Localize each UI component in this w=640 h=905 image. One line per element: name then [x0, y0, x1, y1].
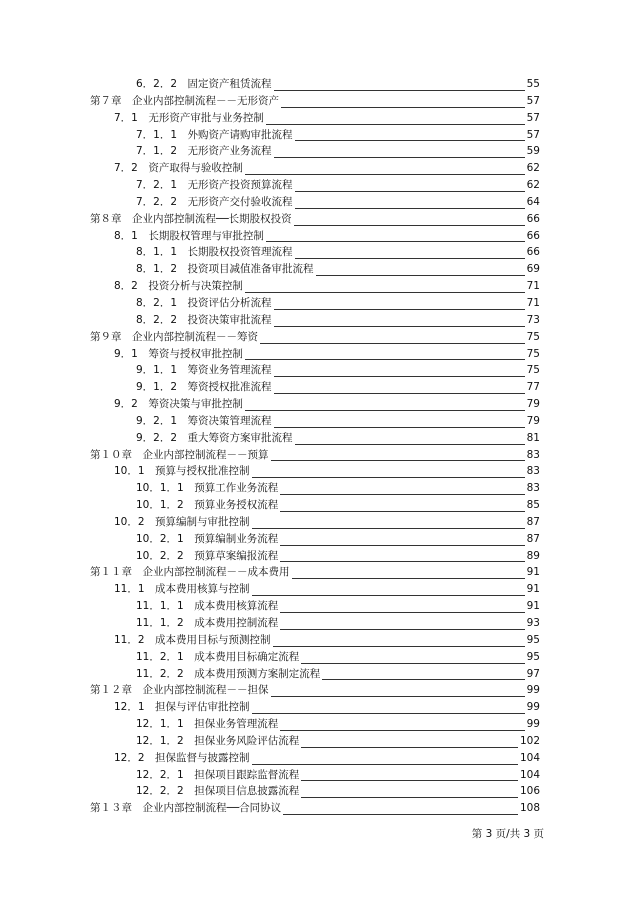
toc-entry-label: 10．2．2 预算草案编报流程 — [136, 548, 280, 565]
toc-entry-page: 91 — [525, 598, 540, 615]
toc-entry-page: 89 — [525, 548, 540, 565]
toc-entry[interactable] — [90, 615, 540, 632]
toc-entry-label: 第１２章 企业内部控制流程－－担保 — [90, 682, 271, 699]
toc-entry-label: 11．1 成本费用核算与控制 — [114, 581, 252, 598]
toc-entry-label: 9．2 筹资决策与审批控制 — [114, 396, 245, 413]
toc-entry-page: 104 — [518, 767, 540, 784]
toc-entry[interactable] — [90, 261, 540, 278]
toc-entry-label: 10．2 预算编制与审批控制 — [114, 514, 252, 531]
toc-entry-page: 73 — [525, 312, 540, 329]
toc-entry-label: 9．1．2 筹资授权批准流程 — [136, 379, 274, 396]
toc-entry[interactable] — [90, 127, 540, 144]
toc-entry-label: 7．2 资产取得与验收控制 — [114, 160, 245, 177]
toc-entry[interactable] — [90, 329, 540, 346]
toc-entry[interactable] — [90, 143, 540, 160]
toc-entry-page: 108 — [518, 800, 540, 817]
table-of-contents — [90, 76, 540, 817]
toc-entry[interactable] — [90, 548, 540, 565]
toc-entry-page: 57 — [525, 110, 540, 127]
toc-entry-label: 第７章 企业内部控制流程－－无形资产 — [90, 93, 281, 110]
toc-entry[interactable] — [90, 497, 540, 514]
toc-entry-page: 69 — [525, 261, 540, 278]
toc-entry-page: 62 — [525, 177, 540, 194]
toc-entry[interactable] — [90, 649, 540, 666]
toc-entry-page: 91 — [525, 581, 540, 598]
toc-entry-page: 66 — [525, 211, 540, 228]
toc-entry-page: 95 — [525, 632, 540, 649]
toc-entry-page: 57 — [525, 93, 540, 110]
toc-entry-label: 9．1 筹资与授权审批控制 — [114, 346, 245, 363]
toc-entry-page: 64 — [525, 194, 540, 211]
toc-entry-page: 75 — [525, 329, 540, 346]
toc-entry-label: 第１０章 企业内部控制流程－－预算 — [90, 447, 271, 464]
toc-entry-label: 7．1 无形资产审批与业务控制 — [114, 110, 266, 127]
page-footer: 第 3 页/共 3 页 — [471, 828, 544, 840]
toc-entry[interactable] — [90, 632, 540, 649]
toc-entry[interactable] — [90, 379, 540, 396]
toc-entry-label: 11．2．2 成本费用预测方案制定流程 — [136, 666, 322, 683]
toc-entry-label: 8．1．2 投资项目减值准备审批流程 — [136, 261, 316, 278]
toc-entry[interactable] — [90, 767, 540, 784]
toc-entry-label: 11．1．2 成本费用控制流程 — [136, 615, 280, 632]
toc-entry[interactable] — [90, 598, 540, 615]
toc-entry-page: 55 — [525, 76, 540, 93]
toc-entry-label: 11．2．1 成本费用目标确定流程 — [136, 649, 301, 666]
toc-entry-label: 7．1．1 外购资产请购审批流程 — [136, 127, 295, 144]
toc-entry-label: 8．1 长期股权管理与审批控制 — [114, 228, 266, 245]
toc-entry-label: 10．1．1 预算工作业务流程 — [136, 480, 280, 497]
toc-entry[interactable] — [90, 346, 540, 363]
toc-entry-page: 99 — [525, 699, 540, 716]
toc-entry-label: 7．2．1 无形资产投资预算流程 — [136, 177, 295, 194]
toc-entry[interactable] — [90, 93, 540, 110]
toc-entry-page: 87 — [525, 514, 540, 531]
toc-entry-label: 第９章 企业内部控制流程－－筹资 — [90, 329, 260, 346]
toc-entry-page: 71 — [525, 295, 540, 312]
toc-entry[interactable] — [90, 531, 540, 548]
toc-entry-label: 11．2 成本费用目标与预测控制 — [114, 632, 273, 649]
toc-entry-page: 75 — [525, 362, 540, 379]
toc-entry-page: 59 — [525, 143, 540, 160]
toc-entry-page: 66 — [525, 244, 540, 261]
toc-entry-page: 77 — [525, 379, 540, 396]
toc-entry-label: 第１１章 企业内部控制流程－－成本费用 — [90, 564, 292, 581]
toc-entry-page: 102 — [518, 733, 540, 750]
toc-entry-page: 106 — [518, 783, 540, 800]
toc-entry[interactable] — [90, 800, 540, 817]
toc-entry-label: 6．2．2 固定资产租赁流程 — [136, 76, 274, 93]
toc-entry-label: 11．1．1 成本费用核算流程 — [136, 598, 280, 615]
toc-entry-label: 9．1．1 筹资业务管理流程 — [136, 362, 274, 379]
toc-entry-label: 10．1．2 预算业务授权流程 — [136, 497, 280, 514]
toc-entry[interactable] — [90, 682, 540, 699]
toc-entry-page: 99 — [525, 716, 540, 733]
toc-entry[interactable] — [90, 177, 540, 194]
toc-entry[interactable] — [90, 194, 540, 211]
toc-entry-label: 10．1 预算与授权批准控制 — [114, 463, 252, 480]
toc-entry[interactable] — [90, 295, 540, 312]
toc-entry-label: 12．1．2 担保业务风险评估流程 — [136, 733, 301, 750]
toc-entry-label: 10．2．1 预算编制业务流程 — [136, 531, 280, 548]
toc-entry-label: 7．1．2 无形资产业务流程 — [136, 143, 274, 160]
toc-entry[interactable] — [90, 110, 540, 127]
toc-entry-page: 83 — [525, 447, 540, 464]
toc-entry-page: 81 — [525, 430, 540, 447]
toc-entry-label: 12．1．1 担保业务管理流程 — [136, 716, 280, 733]
toc-entry[interactable] — [90, 430, 540, 447]
toc-entry-label: 12．1 担保与评估审批控制 — [114, 699, 252, 716]
toc-entry-page: 62 — [525, 160, 540, 177]
toc-entry-page: 99 — [525, 682, 540, 699]
toc-entry[interactable] — [90, 733, 540, 750]
toc-entry-page: 66 — [525, 228, 540, 245]
toc-entry[interactable] — [90, 362, 540, 379]
toc-entry[interactable] — [90, 581, 540, 598]
toc-entry-label: 9．2．2 重大筹资方案审批流程 — [136, 430, 295, 447]
toc-entry[interactable] — [90, 396, 540, 413]
toc-entry[interactable] — [90, 228, 540, 245]
toc-entry[interactable] — [90, 160, 540, 177]
toc-entry-label: 9．2．1 筹资决策管理流程 — [136, 413, 274, 430]
toc-entry[interactable] — [90, 716, 540, 733]
toc-entry[interactable] — [90, 750, 540, 767]
toc-entry[interactable] — [90, 447, 540, 464]
toc-entry-page: 57 — [525, 127, 540, 144]
toc-entry-label: 8．1．1 长期股权投资管理流程 — [136, 244, 295, 261]
toc-entry-page: 95 — [525, 649, 540, 666]
toc-entry-label: 第１３章 企业内部控制流程──合同协议 — [90, 800, 283, 817]
toc-entry-label: 12．2．1 担保项目跟踪监督流程 — [136, 767, 301, 784]
toc-entry-page: 87 — [525, 531, 540, 548]
toc-entry[interactable] — [90, 463, 540, 480]
toc-entry-page: 83 — [525, 463, 540, 480]
toc-entry-label: 7．2．2 无形资产交付验收流程 — [136, 194, 295, 211]
toc-entry-page: 79 — [525, 396, 540, 413]
toc-entry-page: 71 — [525, 278, 540, 295]
toc-entry[interactable] — [90, 244, 540, 261]
toc-entry-label: 12．2 担保监督与披露控制 — [114, 750, 252, 767]
toc-entry[interactable] — [90, 480, 540, 497]
toc-entry-page: 93 — [525, 615, 540, 632]
toc-entry-page: 97 — [525, 666, 540, 683]
toc-entry-label: 12．2．2 担保项目信息披露流程 — [136, 783, 301, 800]
toc-entry[interactable] — [90, 699, 540, 716]
toc-entry[interactable] — [90, 76, 540, 93]
toc-entry-page: 104 — [518, 750, 540, 767]
toc-entry[interactable] — [90, 413, 540, 430]
toc-entry-page: 91 — [525, 564, 540, 581]
toc-entry-page: 75 — [525, 346, 540, 363]
toc-entry[interactable] — [90, 783, 540, 800]
toc-entry[interactable] — [90, 312, 540, 329]
toc-entry-label: 8．2 投资分析与决策控制 — [114, 278, 245, 295]
toc-entry[interactable] — [90, 211, 540, 228]
toc-entry[interactable] — [90, 278, 540, 295]
toc-entry-label: 第８章 企业内部控制流程──长期股权投资 — [90, 211, 294, 228]
toc-entry[interactable] — [90, 564, 540, 581]
toc-entry-label: 8．2．2 投资决策审批流程 — [136, 312, 274, 329]
toc-entry-page: 83 — [525, 480, 540, 497]
toc-entry[interactable] — [90, 666, 540, 683]
toc-entry-page: 85 — [525, 497, 540, 514]
toc-entry-page: 79 — [525, 413, 540, 430]
toc-entry-label: 8．2．1 投资评估分析流程 — [136, 295, 274, 312]
toc-entry[interactable] — [90, 514, 540, 531]
